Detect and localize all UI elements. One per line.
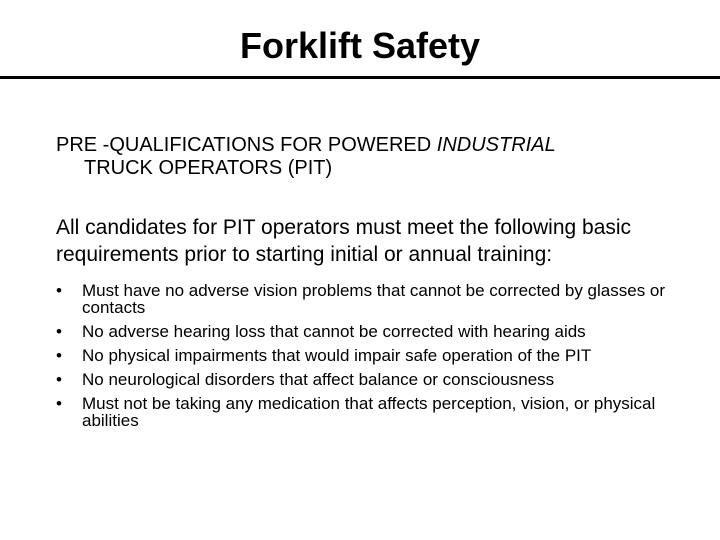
list-item-text: Must not be taking any medication that affects perception, vision, or physical abilities [82, 394, 656, 430]
bullet-icon: • [56, 370, 62, 389]
list-item [56, 347, 696, 364]
list-item-text: Must have no adverse vision problems that cannot be corrected by glasses or contacts [82, 281, 666, 317]
list-item [56, 282, 696, 316]
bullet-icon: • [56, 322, 62, 341]
section-heading-italic: INDUSTRIAL [436, 134, 556, 156]
title-divider [0, 76, 720, 79]
intro-text: All candidates for PIT operators must meet the following basic requirements prior to starting initial or annual training: [56, 216, 632, 266]
list-item-text: No physical impairments that would impair safe operation of the PIT [82, 346, 592, 365]
section-heading-part2: TRUCK OPERATORS (PIT) [84, 157, 333, 179]
bullet-icon: • [56, 281, 62, 300]
list-item [56, 371, 696, 388]
section-heading [56, 134, 696, 180]
slide-title: Forklift Safety [239, 25, 481, 66]
section-heading-part1: PRE -QUALIFICATIONS FOR POWERED [56, 134, 437, 156]
bullet-icon: • [56, 346, 62, 365]
list-item-text: No adverse hearing loss that cannot be corrected with hearing aids [82, 322, 586, 341]
list-item [56, 323, 696, 340]
requirements-list [56, 282, 696, 436]
bullet-icon: • [56, 394, 62, 413]
list-item [56, 395, 696, 429]
list-item-text: No neurological disorders that affect balance or consciousness [82, 370, 555, 389]
